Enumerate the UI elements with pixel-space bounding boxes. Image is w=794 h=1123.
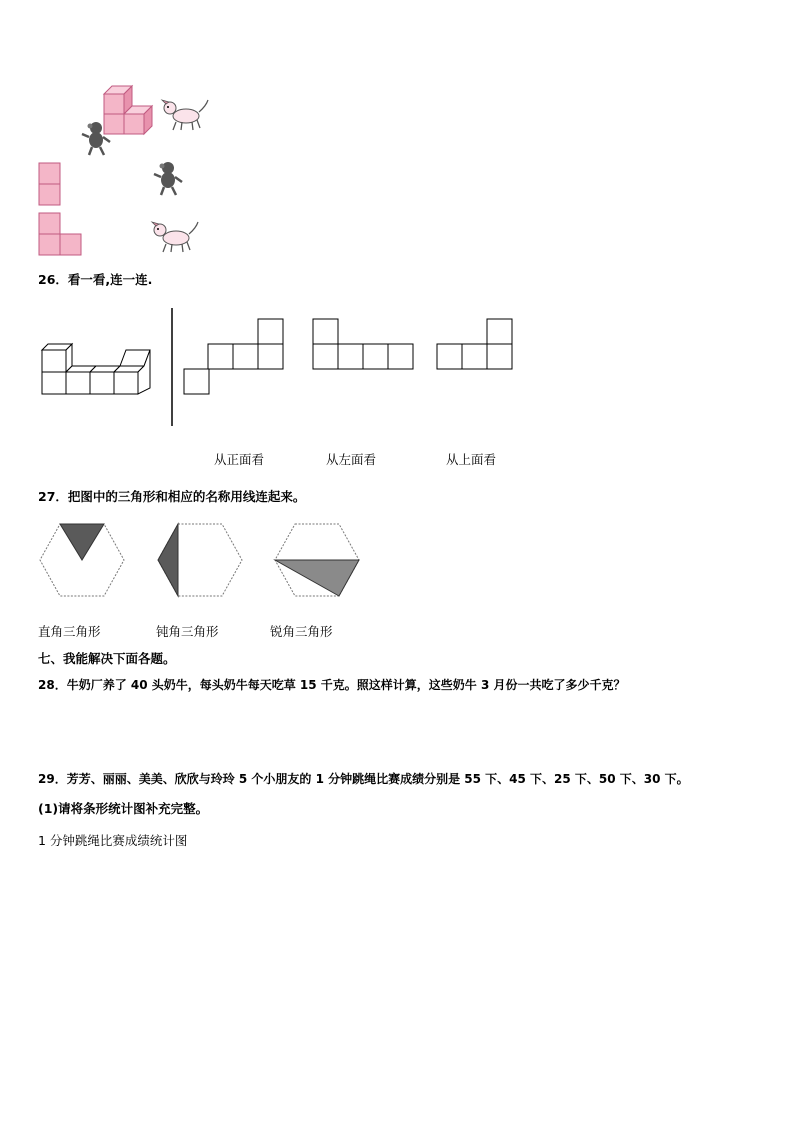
- hexagon-right-triangle-figure: [40, 522, 126, 598]
- triangle-name-obtuse: 钝角三角形: [156, 624, 219, 639]
- question-27-prompt: 27．把图中的三角形和相应的名称用线连起来。: [38, 489, 306, 504]
- view-label-front: 从正面看: [214, 452, 265, 467]
- divider-line: [170, 308, 174, 428]
- triangle-name-acute: 锐角三角形: [270, 624, 333, 639]
- monkey-icon: [80, 120, 114, 156]
- chart-title: 1 分钟跳绳比赛成绩统计图: [38, 833, 188, 848]
- view-l-shape-squares: [38, 212, 84, 256]
- question-26-prompt: 26．看一看,连一连.: [38, 272, 153, 287]
- question-29-prompt: 29．芳芳、丽丽、美美、欣欣与玲玲 5 个小朋友的 1 分钟跳绳比赛成绩分别是 55 下、45 下、25 下、50 下、30 下。: [38, 772, 689, 786]
- section-7-heading: 七、我能解决下面各题。: [38, 651, 176, 666]
- cube-solid-figure: [40, 340, 154, 396]
- hexagon-obtuse-triangle-figure: [158, 522, 244, 598]
- view-label-left: 从左面看: [326, 452, 377, 467]
- question-28-prompt: 28．牛奶厂养了 40 头奶牛，每头奶牛每天吃草 15 千克。照这样计算，这些奶牛 3 月份一共吃了多少千克？: [38, 678, 626, 692]
- view-label-top: 从上面看: [446, 452, 497, 467]
- question-29-sub-1: (1)请将条形统计图补充完整。: [38, 801, 209, 816]
- monkey-icon: [152, 160, 186, 196]
- view-grid-b: [312, 318, 416, 372]
- triangle-name-right: 直角三角形: [38, 624, 101, 639]
- hexagon-acute-triangle-figure: [275, 522, 361, 598]
- view-two-stacked-squares: [38, 162, 62, 206]
- dog-icon: [150, 220, 200, 254]
- view-grid-c: [436, 318, 516, 372]
- view-grid-a: [183, 318, 285, 396]
- dog-icon: [160, 98, 210, 132]
